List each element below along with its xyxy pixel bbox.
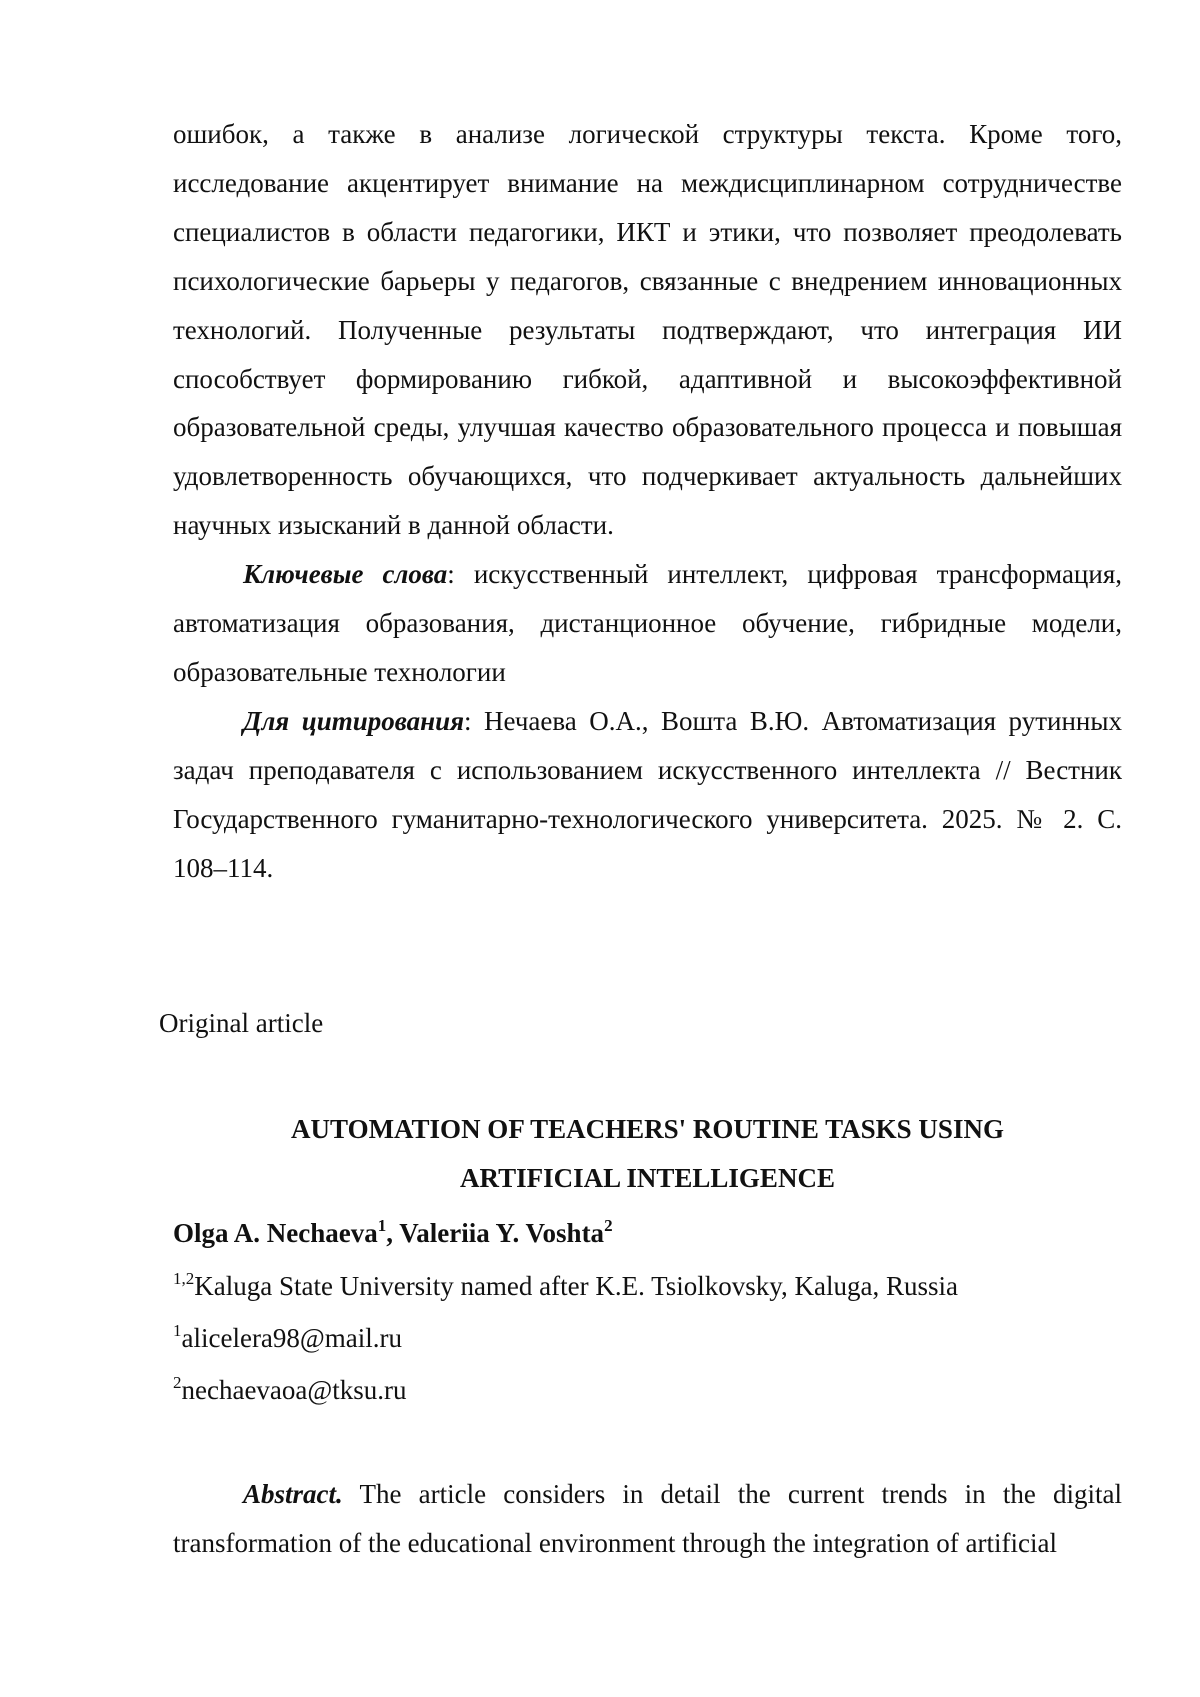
affiliation-line bbox=[173, 1262, 958, 1314]
article-title bbox=[173, 1105, 1122, 1203]
email-2: nechaevaoa@tksu.ru bbox=[181, 1375, 407, 1405]
affiliation-sup: 1,2 bbox=[173, 1269, 195, 1288]
affiliation-text: Kaluga State University named after K.E. Tsiolkovsky, Kaluga, Russia bbox=[194, 1271, 958, 1301]
abstract-label: Abstract. bbox=[243, 1479, 343, 1509]
email-line-1 bbox=[173, 1314, 402, 1366]
abstract-text: The article considers in detail the current trends in the digital transformation of the educational environment through the integration of artificial bbox=[173, 1479, 1122, 1558]
email-1: alicelera98@mail.ru bbox=[181, 1323, 403, 1353]
authors-line bbox=[173, 1209, 613, 1261]
email-1-sup: 1 bbox=[173, 1321, 182, 1340]
citation-text: : Нечаева О.А., Вошта В.Ю. Автоматизация рутинных задач преподавателя с использованием искусственного интеллекта // Вестник Государственного гуманитарно-технологического университета. 2025. № 2. С. 108–114. bbox=[173, 705, 1122, 883]
abstract-continuation-paragraph: ошибок, а также в анализе логической структуры текста. Кроме того, исследование акцентирует внимание на междисциплинарном сотрудничестве специалистов в области педагогики, ИКТ и этики, что позволяет преодолевать психологические барьеры у педагогов, связанные с внедрением инновационных технологий. Полученные результаты подтверждают, что интеграция ИИ способствует формированию гибкой, адаптивной и высокоэффективной образовательной среды, улучшая качество образовательного процесса и повышая удовлетворенность обучающихся, что подчеркивает актуальность дальнейших научных изысканий в данной области. bbox=[173, 119, 1122, 541]
title-line-2: ARTIFICIAL INTELLIGENCE bbox=[460, 1163, 835, 1193]
abstract-paragraph bbox=[173, 1470, 1122, 1568]
citation-paragraph bbox=[173, 697, 1122, 893]
author-1: Olga A. Nechaeva bbox=[173, 1218, 378, 1248]
email-2-sup: 2 bbox=[173, 1373, 182, 1392]
author-2: Valeriia Y. Voshta bbox=[399, 1218, 605, 1248]
email-line-2 bbox=[173, 1366, 407, 1418]
russian-abstract-block bbox=[173, 110, 1122, 893]
keywords-paragraph bbox=[173, 550, 1122, 697]
author-separator: , bbox=[386, 1218, 400, 1248]
title-line-1: AUTOMATION OF TEACHERS' ROUTINE TASKS USING bbox=[291, 1114, 1004, 1144]
citation-label: Для цитирования bbox=[243, 705, 465, 736]
author-1-sup: 1 bbox=[377, 1216, 387, 1235]
english-abstract-block bbox=[173, 1470, 1122, 1568]
author-2-sup: 2 bbox=[604, 1216, 613, 1235]
keywords-label: Ключевые слова bbox=[243, 559, 448, 590]
keywords-text: : искусственный интеллект, цифровая трансформация, автоматизация образования, дистанционное обучение, гибридные модели, образовательные технологии bbox=[173, 559, 1122, 687]
article-type-label: Original article bbox=[159, 1008, 324, 1038]
